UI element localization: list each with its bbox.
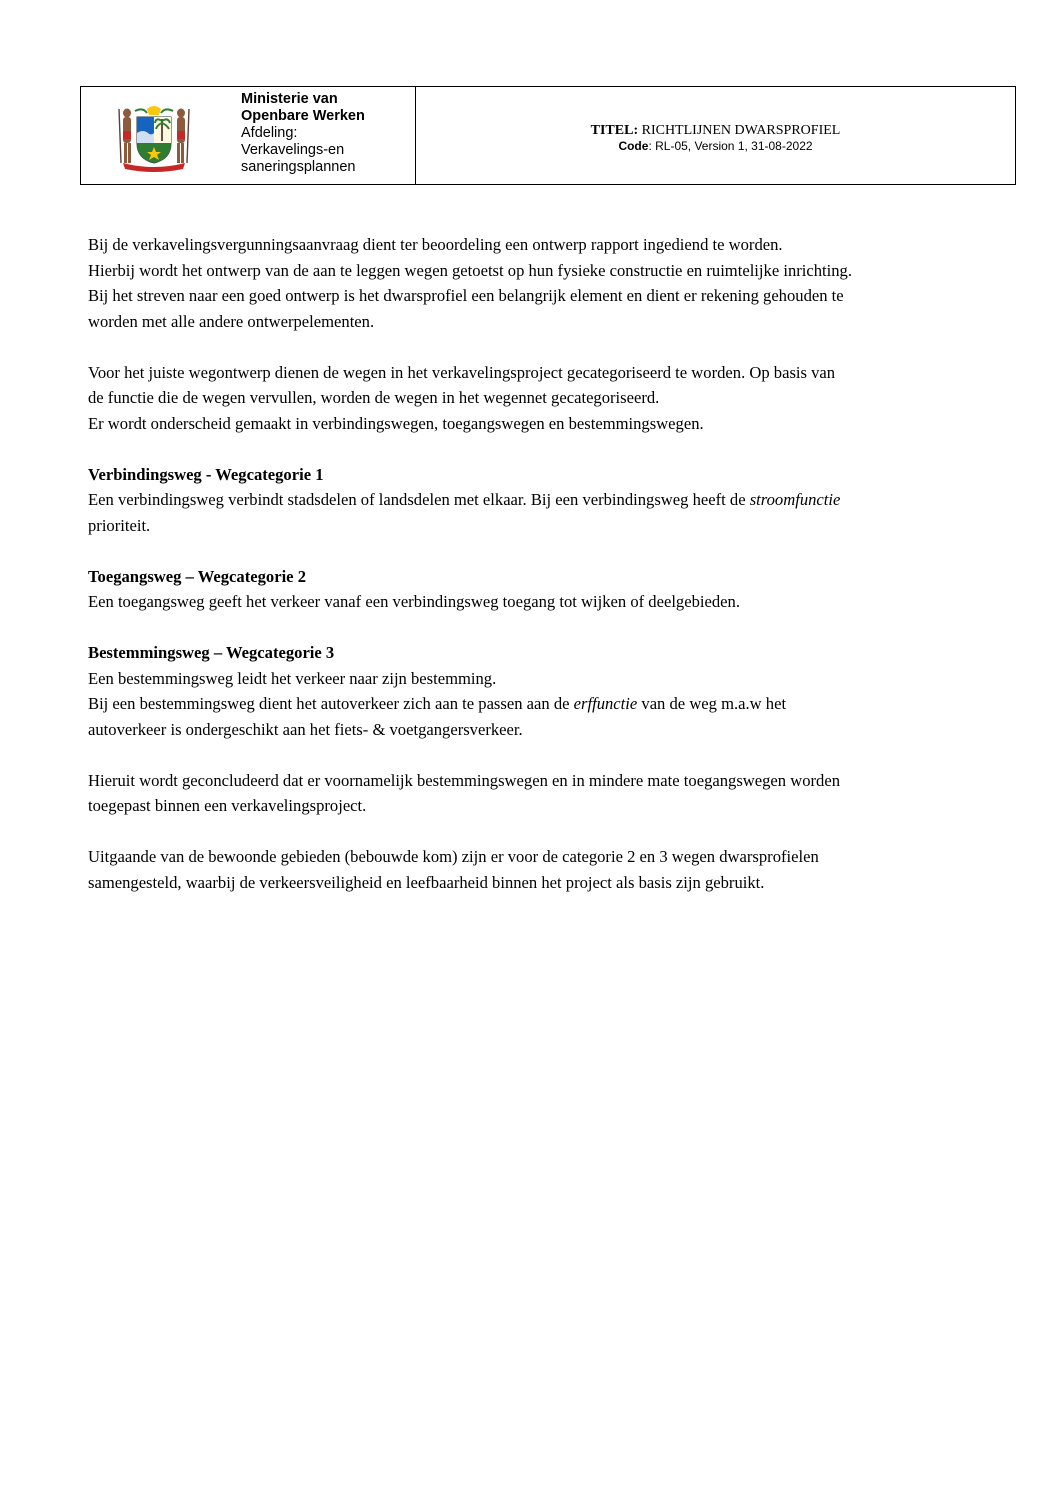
ministry-line-1: Ministerie van (241, 91, 338, 107)
document-title (591, 122, 841, 139)
code-value: : RL-05, Version 1, 31-08-2022 (648, 138, 813, 153)
category-2-section (88, 564, 993, 615)
code-label: Code (618, 138, 649, 153)
text-line: Bij de verkavelingsvergunningsaanvraag dient ter beoordeling een ontwerp rapport ingediend te worden. (88, 235, 783, 254)
stroomfunctie-term: stroomfunctie (749, 490, 841, 509)
intro-paragraph (88, 232, 993, 334)
text-line: samengesteld, waarbij de verkeersveiligheid en leefbaarheid binnen het project als basis zijn gebruikt. (88, 872, 765, 892)
title-value: RICHTLIJNEN DWARSPROFIEL (638, 122, 841, 138)
text-line: worden met alle andere ontwerpelementen. (88, 311, 375, 331)
document-code (618, 139, 812, 154)
title-cell (416, 87, 1015, 186)
category-2-heading: Toegangsweg – Wegcategorie 2 (88, 566, 306, 586)
document-body (88, 232, 993, 895)
title-label: TITEL: (590, 122, 639, 138)
text-line: Uitgaande van de bewoonde gebieden (bebouwde kom) zijn er voor de categorie 2 en 3 wegen dwarsprofielen (88, 847, 819, 866)
category-3-section (88, 640, 993, 742)
department-line-1: Afdeling: (241, 125, 298, 141)
final-paragraph (88, 844, 993, 895)
category-2-text: Een toegangsweg geeft het verkeer vanaf een verbindingsweg toegang tot wijken of deelgebieden. (88, 592, 740, 611)
document-header (80, 86, 1016, 185)
category-3-line-2 (88, 691, 993, 717)
text-span: Een verbindingsweg verbindt stadsdelen of landsdelen met elkaar. Bij een verbindingsweg heeft de (88, 490, 750, 509)
category-1-section (88, 462, 993, 539)
department-line-3: saneringsplannen (241, 159, 356, 175)
text-line: Er wordt onderscheid gemaakt in verbindingswegen, toegangswegen en bestemmingswegen. (88, 413, 704, 433)
text-line: Hieruit wordt geconcludeerd dat er voornamelijk bestemmingswegen en in mindere mate toegangswegen worden (88, 770, 841, 790)
categories-paragraph (88, 360, 993, 437)
category-1-heading: Verbindingsweg - Wegcategorie 1 (88, 464, 324, 484)
text-line: de functie die de wegen vervullen, worden de wegen in het wegennet gecategoriseerd. (88, 388, 660, 407)
text-line: toegepast binnen een verkavelingsproject. (88, 796, 367, 815)
category-1-text-end: prioriteit. (88, 515, 151, 535)
coat-of-arms-logo (113, 103, 195, 173)
logo-cell (81, 87, 241, 184)
text-line: Hierbij wordt het ontwerp van de aan te leggen wegen getoetst op hun fysieke constructie en ruimtelijke inrichting. (88, 260, 853, 280)
category-3-line-3: autoverkeer is ondergeschikt aan het fiets- & voetgangersverkeer. (88, 719, 523, 739)
conclusion-paragraph (88, 768, 993, 819)
text-line: Voor het juiste wegontwerp dienen de wegen in het verkavelingsproject gecategoriseerd te worden. Op basis van (88, 362, 836, 382)
department-line-2: Verkavelings-en (241, 142, 345, 158)
organization-cell (241, 87, 416, 184)
text-span: Bij een bestemmingsweg dient het autoverkeer zich aan te passen aan de (88, 694, 574, 713)
text-span: van de weg m.a.w het (637, 694, 787, 713)
category-3-line-1: Een bestemmingsweg leidt het verkeer naar zijn bestemming. (88, 668, 497, 688)
erffunctie-term: erffunctie (573, 694, 638, 713)
ministry-line-2: Openbare Werken (241, 108, 365, 124)
category-3-heading: Bestemmingsweg – Wegcategorie 3 (88, 643, 335, 662)
text-line: Bij het streven naar een goed ontwerp is het dwarsprofiel een belangrijk element en dient er rekening gehouden te (88, 286, 844, 305)
category-1-text (88, 487, 993, 513)
